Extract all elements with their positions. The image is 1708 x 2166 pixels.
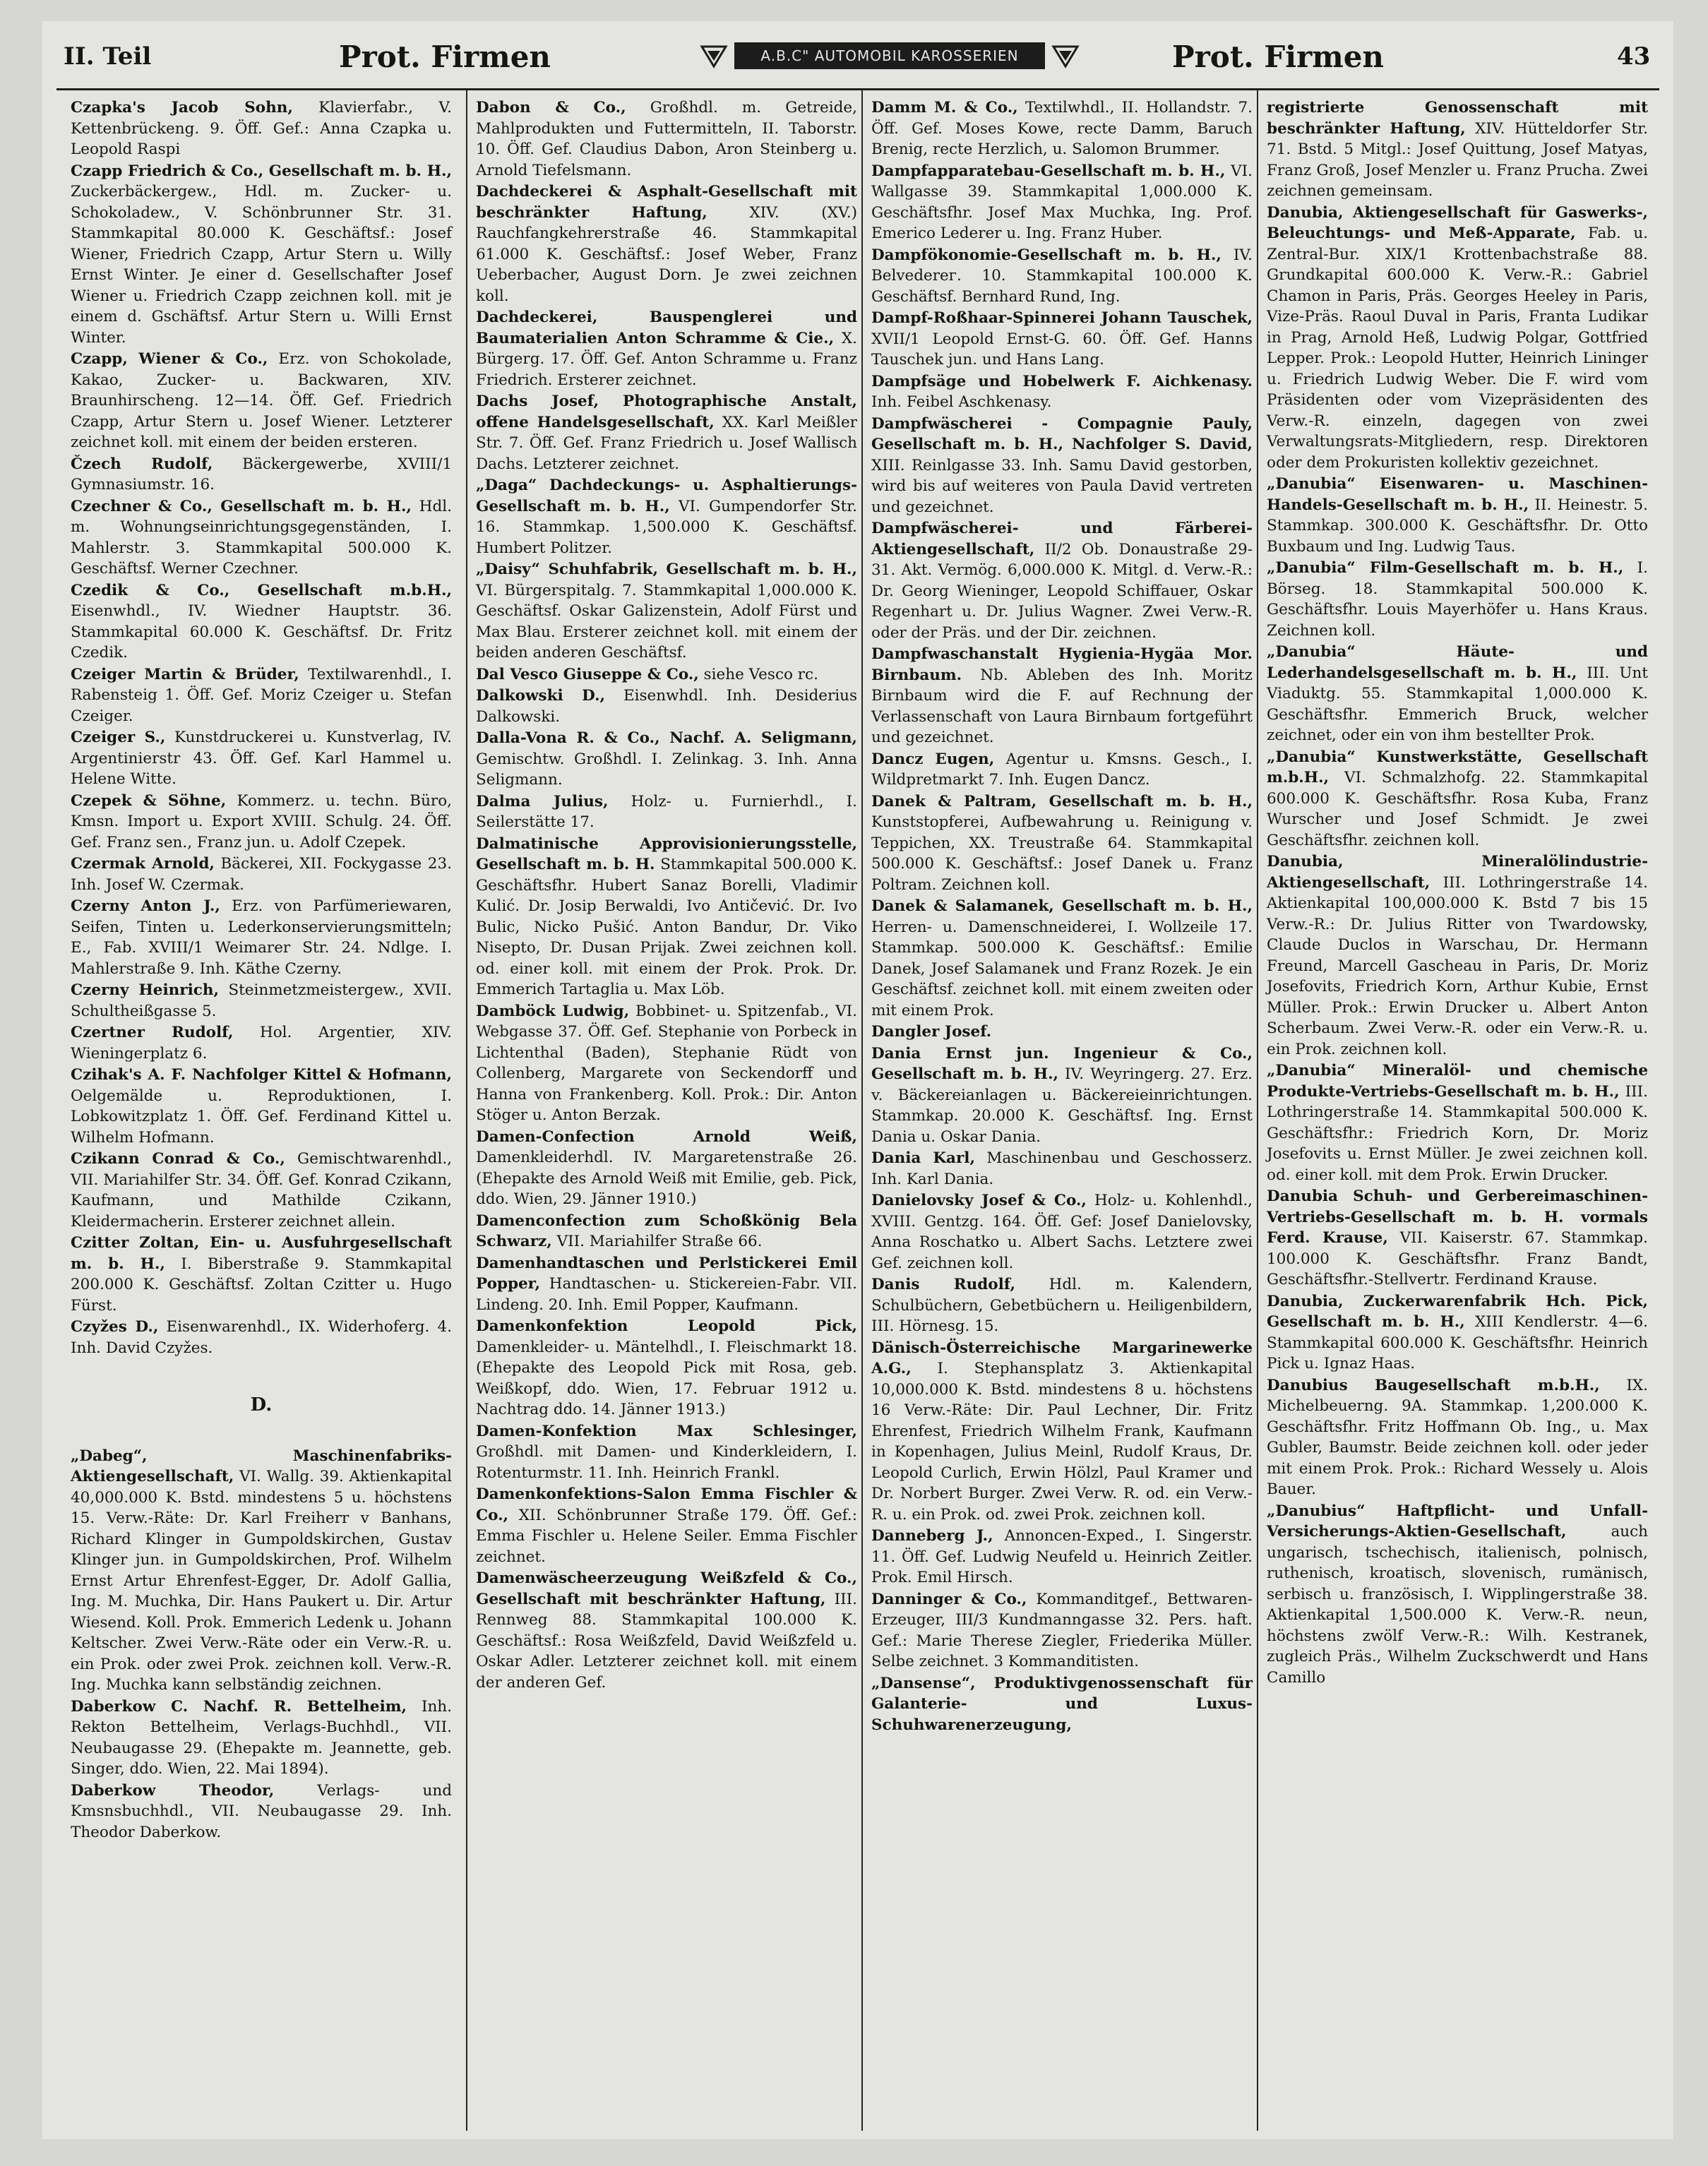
firm-details: Kunstdruckerei u. Kunstverlag, IV. Argentinierstr 43. Öff. Gef. Karl Hammel u. Helene Witte.	[71, 729, 452, 788]
directory-entry	[871, 749, 1253, 791]
firm-details: Damenkleiderhdl. IV. Margaretenstraße 26. (Ehepakte des Arnold Weiß mit Emilie, geb. Pick, ddo. Wien, 29. Jänner 1910.)	[476, 1149, 857, 1208]
firm-details: Inh. Feibel Aschkenasy.	[871, 393, 1052, 411]
firm-details: I. Börseg. 18. Stammkapital 500.000 K. Geschäftsfhr. Louis Mayerhöfer u. Hans Kraus. Zeichnen koll.	[1267, 559, 1648, 640]
firm-name: „Danubia“ Mineralöl- und chemische Produkte-Vertriebs-Gesellschaft m. b. H.,	[1267, 1062, 1648, 1101]
directory-entry	[71, 161, 452, 349]
firm-name: Danubia, Zuckerwarenfabrik Hch. Pick, Gesellschaft m. b. H.,	[1267, 1292, 1648, 1331]
directory-entry	[476, 97, 857, 181]
firm-details: XVII/1 Leopold Ernst-G. 60. Öff. Gef. Hanns Tauschek jun. und Hans Lang.	[871, 330, 1253, 369]
directory-entry	[871, 1673, 1253, 1736]
firm-name: Dampfökonomie-Gesellschaft m. b. H.,	[871, 246, 1222, 264]
directory-entry	[871, 1526, 1253, 1588]
directory-entry	[1267, 1291, 1648, 1375]
directory-entry	[71, 727, 452, 790]
directory-entry	[871, 97, 1253, 160]
firm-details: Holz- u. Furnierhdl., I. Seilerstätte 17.	[476, 792, 857, 831]
firm-name: Danubia, Mineralölindustrie-Aktiengesellschaft,	[1267, 853, 1648, 892]
directory-entry	[476, 307, 857, 390]
directory-entry	[871, 245, 1253, 308]
firm-details: VI. Schmalzhofg. 22. Stammkapital 600.000 K. Geschäftsfhr. Rosa Kuba, Franz Wurscher und Josef Schmidt. Je zwei Geschäftsfhr. zeichnen koll.	[1267, 769, 1648, 849]
firm-name: Czikann Conrad & Co.,	[71, 1150, 285, 1168]
firm-name: registrierte Genossenschaft mit beschränkter Haftung,	[1267, 99, 1648, 138]
firm-name: Dancz Eugen,	[871, 750, 995, 768]
firm-details: VI. Wallgasse 39. Stammkapital 1,000.000 K. Geschäftsfhr. Josef Max Muchka, Ing. Prof. Emerico Lederer u. Ing. Franz Huber.	[871, 162, 1253, 242]
directory-entry	[71, 1697, 452, 1780]
directory-entry	[476, 1484, 857, 1567]
banner-text: A.B.C" AUTOMOBIL KAROSSERIEN	[734, 42, 1045, 69]
firm-details: Inh. Rekton Bettelheim, Verlags-Buchhdl., VII. Neubaugasse 29. (Ehepakte m. Jeannette, geb. Singer, ddo. Wien, 22. Mai 1894).	[71, 1697, 452, 1778]
page-header	[42, 34, 1673, 83]
directory-entry	[871, 1043, 1253, 1148]
firm-details: VI. Wallg. 39. Aktienkapital 40,000.000 K. Bstd. mindestens 5 u. höchstens 15. Verw.-Räte: Dr. Karl Freiherr v Banhans, Richard Klinger in Gumpoldskirchen, Gustav Klinger jun. in Gumpoldskirchen, Prof. Wilhelm Ernst Artur Ehrenfest-Egger, Dr. Adolf Gallia, Ing. M. Muchka, Dir. Hans Paukert u. Dir. Artur Wiesend. Koll. Prok. Emmerich Ledenk u. Johann Keltscher. Zwei Verw.-Räte oder ein Verw.-R. u. ein Prok. oder zwei Prok. zeichnen koll. Verw.-R. Ing. Muchka kann selbständig zeichnen.	[71, 1468, 452, 1694]
firm-name: „Danubia“ Kunstwerkstätte, Gesellschaft m.b.H.,	[1267, 748, 1648, 786]
firm-name: Danneberg J.,	[871, 1527, 993, 1545]
firm-name: Dampfwaschanstalt Hygienia-Hygäa Mor. Birnbaum.	[871, 645, 1253, 684]
firm-details: Erz. von Schokolade, Kakao, Zucker- u. Backwaren, XIV. Braunhirscheng. 12—14. Öff. Gef. Friedrich Czapp, Artur Stern u. Josef Wiener. Letzterer zeichnet koll. mit einem der beiden ersteren.	[71, 350, 452, 451]
directory-entry	[871, 1274, 1253, 1337]
firm-details: Maschinenbau und Geschosserz. Inh. Karl Dania.	[871, 1149, 1253, 1188]
car-emblem-icon	[699, 41, 729, 71]
firm-name: Dänisch-Österreichische Margarinewerke A.G.,	[871, 1339, 1253, 1377]
firm-details: Textilwarenhdl., I. Rabensteig 1. Öff. Gef. Moriz Czeiger u. Stefan Czeiger.	[71, 665, 452, 725]
firm-details: XX. Karl Meißler Str. 7. Öff. Gef. Franz Friedrich u. Josef Wallisch Dachs. Letzterer zeichnet.	[476, 413, 857, 473]
firm-details: II/2 Ob. Donaustraße 29-31. Akt. Vermög. 6,000.000 K. Mitgl. d. Verw.-R.: Dr. Georg Wieninger, Leopold Schiffauer, Oskar Regenhart u. Dr. Julius Wagner. Zwei Verw.-R. oder der Präs. und der Dir. zeichnen.	[871, 540, 1253, 642]
firm-details: Kommerz. u. techn. Büro, Kmsn. Import u. Export XVIII. Schulg. 24. Öff. Gef. Franz sen., Franz jun. u. Adolf Czepek.	[71, 791, 452, 851]
directory-entry	[1267, 1060, 1648, 1185]
firm-name: Dalla-Vona R. & Co., Nachf. A. Seligmann,	[476, 729, 857, 747]
firm-name: Dalma Julius,	[476, 792, 609, 810]
directory-entry	[71, 1446, 452, 1696]
firm-details: Oelgemälde u. Reproduktionen, I. Lobkowitzplatz 1. Öff. Gef. Ferdinand Kittel u. Wilhelm Hofmann.	[71, 1087, 452, 1147]
firm-name: Dal Vesco Giuseppe & Co.,	[476, 665, 699, 683]
firm-details: Bobbinet- u. Spitzenfab., VI. Webgasse 37. Öff. Gef. Stephanie von Porbeck in Lichtenthal (Baden), Stephanie Rüdt von Collenberg, Margarete von Seckendorff und Hanna von Frankenberg. Koll. Prok.: Dir. Anton Stöger u. Anton Berzak.	[476, 1002, 857, 1124]
firm-details: Annoncen-Exped., I. Singerstr. 11. Öff. Gef. Ludwig Neufeld u. Heinrich Zeitler. Prok. Emil Hirsch.	[871, 1527, 1253, 1586]
firm-name: Czerny Anton J.,	[71, 897, 220, 915]
firm-details: Herren- u. Damenschneiderei, I. Wollzeile 17. Stammkap. 500.000 K. Geschäftsf.: Emilie Danek, Josef Salamanek und Franz Rozek. Je ein Geschäftsf. zeichnet koll. mit einem zweiten oder mit einem Prok.	[871, 918, 1253, 1019]
directory-entry	[476, 728, 857, 791]
directory-entry	[1267, 642, 1648, 746]
text-column-3	[871, 97, 1253, 1736]
firm-details: Großhdl. m. Getreide, Mahlprodukten und Futtermitteln, II. Taborstr. 10. Öff. Gef. Claudius Dabon, Aron Steinberg u. Arnold Tiefelsmann.	[476, 99, 857, 179]
firm-details: VII. Kaiserstr. 67. Stammkap. 100.000 K. Geschäftsfhr. Franz Bandt, Geschäftsfhr.-Stellvertr. Ferdinand Krause.	[1267, 1229, 1648, 1288]
firm-name: Dampfwäscherei - Compagnie Pauly, Gesellschaft m. b. H., Nachfolger S. David,	[871, 414, 1253, 453]
directory-entry	[476, 1001, 857, 1126]
directory-entry	[71, 1233, 452, 1316]
directory-entry	[476, 475, 857, 558]
directory-entry	[476, 1421, 857, 1484]
firm-name: Czapp, Wiener & Co.,	[71, 350, 268, 368]
directory-entry	[476, 1211, 857, 1252]
firm-name: Danubia Schuh- und Gerbereimaschinen-Vertriebs-Gesellschaft m. b. H. vormals Ferd. Krause,	[1267, 1187, 1648, 1247]
directory-entry	[871, 518, 1253, 643]
directory-entry	[871, 1148, 1253, 1190]
firm-name: „Daisy“ Schuhfabrik, Gesellschaft m. b. H.,	[476, 561, 857, 578]
firm-name: „Daga“ Dachdeckungs- u. Asphaltierungs-Gesellschaft m. b. H.,	[476, 477, 857, 515]
directory-page	[42, 21, 1673, 2139]
firm-details: VII. Mariahilfer Straße 66.	[556, 1233, 763, 1250]
firm-details: Hdl. m. Wohnungseinrichtungsgegenständen, I. Mahlerstr. 3. Stammkapital 500.000 K. Geschäftsf. Werner Czechner.	[71, 497, 452, 578]
running-title-right: Prot. Firmen	[1172, 40, 1384, 74]
firm-details: Stammkapital 500.000 K. Geschäftsfhr. Hubert Sanaz Borelli, Vladimir Kulić. Dr. Josip Berwaldi, Ivo Antičević. Dr. Ivo Bulic, Nicko Pušić. Anton Bandur, Dr. Viko Nisepto, Dr. Dusan Prijak. Zwei zeichnen koll. od. einer koll. mit einem der Prok. Prok. Dr. Emmerich Tartaglia u. Max Löb.	[476, 856, 857, 998]
directory-entry	[871, 1589, 1253, 1673]
directory-entry	[1267, 1186, 1648, 1291]
firm-details: Nb. Ableben des Inh. Moritz Birnbaum wird die F. auf Rechnung der Verlassenschaft von Laura Birnbaum fortgeführt und gezeichnet.	[871, 666, 1253, 746]
firm-details: Kommanditgef., Bettwaren-Erzeuger, III/3 Kundmanngasse 32. Pers. haft. Gef.: Marie Therese Ziegler, Friederika Müller. Selbe zeichnet. 3 Kommanditisten.	[871, 1590, 1253, 1670]
firm-details: I. Stephansplatz 3. Aktienkapital 10,000.000 K. Bstd. mindestens 8 u. höchstens 16 Verw.-Räte: Dir. Paul Lechner, Dir. Fritz Ehrenfest, Friedrich Wilhelm Frank, Kaufmann in Kopenhagen, Julius Meinl, Rudolf Kraus, Dr. Leopold Curlich, Erwin Hölzl, Paul Kramer und Dr. Norbert Burger. Zwei Verw. R. od. ein Verw.-R. u. ein Prok. od. zwei Prok. zeichnen koll.	[871, 1360, 1253, 1524]
firm-name: Danninger & Co.,	[871, 1590, 1027, 1608]
text-column-1	[71, 97, 452, 1843]
firm-details: Holz- u. Kohlenhdl., XVIII. Gentzg. 164. Öff. Gef: Josef Danielovsky, Anna Roschatko u. Albert Sachs. Letztere zwei Gef. zeichnen koll.	[871, 1192, 1253, 1272]
directory-entry	[71, 580, 452, 664]
directory-entry	[476, 1568, 857, 1693]
directory-entry	[71, 1022, 452, 1064]
firm-name: Dania Ernst jun. Ingenieur & Co., Gesellschaft m. b. H.,	[871, 1044, 1253, 1083]
firm-details: XII. Schönbrunner Straße 179. Öff. Gef.: Emma Fischler u. Helene Seiler. Emma Fischler zeichnet.	[476, 1506, 857, 1566]
directory-entry	[871, 414, 1253, 518]
firm-name: Damenconfection zum Schoßkönig Bela Schwarz,	[476, 1211, 857, 1250]
firm-details: XIV. (XV.) Rauchfangkehrerstraße 46. Stammkapital 61.000 K. Geschäftsf.: Josef Weber, Franz Ueberbacher, August Dorn. Je zwei zeichnen koll.	[476, 203, 857, 305]
firm-name: Czyžes D.,	[71, 1318, 159, 1336]
firm-details: Hol. Argentier, XIV. Wieningerplatz 6.	[71, 1024, 452, 1063]
directory-entry	[476, 664, 857, 686]
directory-entry	[476, 559, 857, 664]
firm-details: IX. Michelbeuerng. 9A. Stammkap. 1,200.000 K. Geschäftsfhr. Fritz Hoffmann Ob. Ing., u. Max Gubler, Baumstr. Beide zeichnen koll. oder jeder mit einem Prok. Prok.: Richard Wessely u. Alois Bauer.	[1267, 1376, 1648, 1498]
directory-entry	[871, 644, 1253, 748]
firm-name: Dachdeckerei & Asphalt-Gesellschaft mit beschränkter Haftung,	[476, 183, 857, 222]
directory-entry	[871, 308, 1253, 371]
firm-name: Danubia, Aktiengesellschaft für Gaswerks-, Beleuchtungs- und Meß-Apparate,	[1267, 203, 1648, 242]
directory-entry	[1267, 1375, 1648, 1500]
firm-name: „Danubia“ Häute- und Lederhandelsgesellschaft m. b. H.,	[1267, 643, 1648, 682]
firm-name: Dangler Josef.	[871, 1023, 992, 1041]
firm-name: Čzech Rudolf,	[71, 455, 213, 473]
firm-name: Czitter Zoltan, Ein- u. Ausfuhrgesellschaft m. b. H.,	[71, 1234, 452, 1273]
firm-details: Fab. u. Zentral-Bur. XIX/1 Krottenbachstraße 88. Grundkapital 600.000 K. Verw.-R.: Gabriel Chamon in Paris, Präs. Georges Heeley in Paris, Vize-Präs. Raoul Duval in Paris, Franta Ludikar in Prag, Arnold Heß, Ludwig Polgar, Gottfried Lepper. Prok.: Leopold Hutter, Heinrich Lininger u. Friedrich Ludwig Weber. Die F. wird vom Präsidenten oder vom Vizepräsidenten des Verw.-R. einzeln, dagegen von zwei Verwaltungsrats-Mitgliedern, resp. Direktoren oder dem Prokuristen kollektiv gezeichnet.	[1267, 225, 1649, 472]
firm-name: Dampfsäge und Hobelwerk F. Aichkenasy.	[871, 372, 1253, 390]
directory-entry	[1267, 1501, 1648, 1689]
page-number: 43	[1617, 42, 1651, 71]
firm-name: Czermak Arnold,	[71, 855, 215, 873]
directory-entry	[476, 1316, 857, 1420]
directory-entry	[71, 854, 452, 895]
firm-details: III. Lothringerstraße 14. Stammkapital 500.000 K. Geschäftsfhr.: Friedrich Korn, Dr. Moriz Josefovits u. Ernst Müller. Je zwei zeichnen koll. od. einer koll. mit dem Prok. Erwin Drucker.	[1267, 1082, 1648, 1184]
firm-details: VI. Gumpendorfer Str. 16. Stammkap. 1,500.000 K. Geschäftsf. Humbert Politzer.	[476, 497, 858, 557]
firm-name: „Danubia“ Eisenwaren- u. Maschinen-Handels-Gesellschaft m. b. H.,	[1267, 475, 1648, 514]
firm-name: Damenkonfektion Leopold Pick,	[476, 1317, 857, 1335]
directory-entry	[71, 496, 452, 580]
directory-entry	[1267, 474, 1648, 557]
directory-entry	[871, 1022, 1253, 1043]
firm-details: I. Biberstraße 9. Stammkapital 200.000 K. Geschäftsf. Zoltan Czitter u. Hugo Fürst.	[71, 1255, 452, 1315]
firm-name: Czechner & Co., Gesellschaft m. b. H.,	[71, 497, 412, 515]
directory-entry	[71, 1065, 452, 1148]
firm-details: III. Lothringerstraße 14. Aktienkapital 100,000.000 K. Bstd 7 bis 15 Verw.-R.: Dr. Julius Ritter von Twardowsky, Claude Duclos in Warschau, Dr. Hermann Freund, Marcell Gascheau in Paris, Dr. Moriz Josefovits, Friedrich Korn, Arthur Kubie, Ernst Müller. Prok.: Erwin Drucker u. Albert Anton Scherbaum. Zwei Verw.-R. oder ein Verw.-R. u. ein Prok. zeichnen koll.	[1267, 873, 1648, 1058]
directory-entry	[1267, 558, 1648, 641]
firm-name: Czertner Rudolf,	[71, 1024, 234, 1041]
firm-name: Czihak's A. F. Nachfolger Kittel & Hofmann,	[71, 1066, 452, 1084]
firm-name: Czedik & Co., Gesellschaft m.b.H.,	[71, 581, 452, 599]
advertisement-banner	[699, 40, 1080, 72]
firm-name: Czapp Friedrich & Co., Gesellschaft m. b. H.,	[71, 162, 452, 180]
directory-entry	[476, 181, 857, 306]
firm-details: Erz. von Parfümeriewaren, Seifen, Tinten u. Lederkonservierungsmitteln; E., Fab. XVIII/1 Weimarer Str. 24. Ndlge. I. Mahlerstraße 9. Inh. Käthe Czerny.	[71, 897, 452, 978]
directory-entry	[71, 349, 452, 453]
firm-details: Eisenwhdl. Inh. Desiderius Dalkowski.	[476, 687, 858, 726]
directory-entry	[871, 371, 1253, 413]
firm-details: XIV. Hütteldorfer Str. 71. Bstd. 5 Mitgl.: Josef Quittung, Josef Matyas, Franz Groß, Josef Menzler u. Franz Prucha. Zwei zeichnen gemeinsam.	[1267, 119, 1648, 200]
firm-name: Dabon & Co.,	[476, 99, 626, 116]
text-column-4	[1267, 97, 1648, 1689]
section-letter: D.	[250, 1394, 273, 1416]
firm-name: Danielovsky Josef & Co.,	[871, 1192, 1087, 1209]
directory-entry	[871, 791, 1253, 896]
firm-name: Daberkow Theodor,	[71, 1781, 275, 1800]
firm-details: Klavierfabr., V. Kettenbrückeng. 9. Öff. Gef.: Anna Czapka u. Leopold Raspi	[71, 99, 453, 158]
firm-name: Danubius Baugesellschaft m.b.H.,	[1267, 1376, 1600, 1394]
firm-name: Danis Rudolf,	[871, 1276, 1016, 1293]
firm-name: Damen-Konfektion Max Schlesinger,	[476, 1422, 857, 1440]
firm-details: Textilwhdl., II. Hollandstr. 7. Öff. Gef. Moses Kowe, recte Damm, Baruch Brenig, recte Herzlich, u. Salomon Brummer.	[871, 99, 1253, 158]
firm-name: Dalkowski D.,	[476, 687, 606, 705]
directory-entry	[71, 97, 452, 160]
text-column-2	[476, 97, 857, 1694]
firm-details: Großhdl. mit Damen- und Kinderkleidern, I. Rotenturmstr. 11. Inh. Heinrich Frankl.	[476, 1443, 857, 1482]
firm-details: III. Rennweg 88. Stammkapital 100.000 K. Geschäftsf.: Rosa Weißzfeld, David Weißzfeld u. Oskar Adler. Letzterer zeichnet koll. mit einem der anderen Gef.	[476, 1590, 857, 1692]
firm-name: Czepek & Söhne,	[71, 791, 227, 810]
directory-entry	[871, 896, 1253, 1021]
directory-entry	[71, 1781, 452, 1843]
firm-name: „Danubius“ Haftpflicht- und Unfall-Versicherungs-Aktien-Gesellschaft,	[1267, 1502, 1648, 1540]
firm-details: IV. Weyringerg. 27. Erz. v. Bäckereianlagen u. Bäckereieinrichtungen. Stammkap. 20.000 K. Geschäftsf. Ing. Ernst Dania u. Oskar Dania.	[871, 1065, 1253, 1146]
directory-entry	[476, 686, 857, 727]
firm-name: Danek & Paltram, Gesellschaft m. b. H.,	[871, 792, 1253, 810]
firm-details: VI. Bürgerspitalg. 7. Stammkapital 1,000.000 K. Geschäftsf. Oskar Galizenstein, Adolf Fürst und Max Blau. Ersterer zeichnet koll. mit einem der beiden anderen Geschäftsf.	[476, 581, 857, 662]
firm-details: X. Bürgerg. 17. Öff. Gef. Anton Schramme u. Franz Friedrich. Ersterer zeichnet.	[476, 329, 857, 389]
firm-details: Hdl. m. Kalendern, Schulbüchern, Gebetbüchern u. Heiligenbildern, III. Hörnesg. 15.	[871, 1276, 1253, 1335]
directory-entry	[871, 161, 1253, 244]
firm-name: Dania Karl,	[871, 1149, 975, 1167]
firm-name: „Danubia“ Film-Gesellschaft m. b. H.,	[1267, 559, 1624, 577]
directory-entry	[71, 980, 452, 1022]
directory-entry	[476, 791, 857, 833]
firm-details: Eisenwhdl., IV. Wiedner Hauptstr. 36. Stammkapital 60.000 K. Geschäftsf. Dr. Fritz Czedik.	[71, 602, 452, 662]
firm-name: Czapka's Jacob Sohn,	[71, 99, 293, 116]
directory-entry	[1267, 851, 1648, 1060]
directory-entry	[871, 1338, 1253, 1526]
directory-entry	[71, 1317, 452, 1358]
firm-details: III. Unt Viaduktg. 55. Stammkapital 1,000.000 K. Geschäftsfhr. Emmerich Bruck, welcher zeichnet, oder ein von ihm bestellter Prok.	[1267, 664, 1648, 744]
firm-name: Dachdeckerei, Bauspenglerei und Baumaterialien Anton Schramme & Cie.,	[476, 309, 857, 347]
directory-entry	[476, 391, 857, 474]
firm-details: Bäckerei, XII. Fockygasse 23. Inh. Josef W. Czermak.	[71, 855, 452, 894]
firm-details: Eisenwarenhdl., IX. Widerhoferg. 4. Inh. David Czyžes.	[71, 1318, 452, 1357]
firm-name: Dampf-Roßhaar-Spinnerei Johann Tauschek,	[871, 309, 1253, 327]
firm-name: Czeiger S.,	[71, 729, 166, 746]
directory-entry	[1267, 203, 1648, 474]
firm-details: Gemischtwarenhdl., VII. Mariahilfer Str. 34. Öff. Gef. Konrad Czikann, Kaufmann, und Mathilde Czikann, Kleidermacherin. Ersterer zeichnet allein.	[71, 1150, 452, 1231]
firm-name: Dampfapparatebau-Gesellschaft m. b. H.,	[871, 162, 1226, 180]
firm-name: Dachs Josef, Photographische Anstalt, offene Handelsgesellschaft,	[476, 393, 857, 431]
firm-name: Damböck Ludwig,	[476, 1002, 630, 1020]
firm-name: Damenwäscheerzeugung Weißzfeld & Co., Gesellschaft mit beschränkter Haftung,	[476, 1569, 857, 1608]
firm-details: Zuckerbäckergew., Hdl. m. Zucker- u. Schokoladew., V. Schönbrunner Str. 31. Stammkapital 80.000 K. Geschäftsf.: Josef Wiener, Friedrich Czapp, Artur Stern u. Willy Ernst Winter. Je einer d. Gesellschafter Josef Wiener u. Friedrich Czapp zeichnen koll. mit je einem d. Gschäftsf. Artur Stern u. Willi Ernst Winter.	[71, 183, 452, 347]
directory-entry	[71, 791, 452, 854]
firm-name: Daberkow C. Nachf. R. Bettelheim,	[71, 1697, 407, 1716]
firm-details: Gemischtw. Großhdl. I. Zelinkag. 3. Inh. Anna Seligmann.	[476, 750, 857, 789]
car-emblem-icon	[1051, 41, 1080, 71]
firm-details: Handtaschen- u. Stickereien-Fabr. VII. Lindeng. 20. Inh. Emil Popper, Kaufmann.	[476, 1275, 857, 1314]
firm-details: Verlags- und Kmsnsbuchhdl., VII. Neubaugasse 29. Inh. Theodor Daberkow.	[71, 1781, 452, 1841]
firm-details: Agentur u. Kmsns. Gesch., I. Wildpretmarkt 7. Inh. Eugen Dancz.	[871, 750, 1253, 789]
firm-name: Damen-Confection Arnold Weiß,	[476, 1127, 857, 1146]
column-divider	[1257, 90, 1258, 2131]
column-divider	[861, 90, 863, 2131]
firm-details: Kunststopferei, Aufbewahrung u. Reinigung v. Teppichen, XX. Treustraße 64. Stammkapital 500.000 K. Geschäftsf.: Josef Danek u. Franz Poltram. Zeichnen koll.	[871, 813, 1253, 894]
directory-entry	[476, 834, 857, 1000]
header-rule	[56, 88, 1659, 90]
firm-name: Damm M. & Co.,	[871, 99, 1018, 116]
firm-details: IV. Belvederег. 10. Stammkapital 100.000 K. Geschäftsf. Bernhard Rund, Ing.	[871, 246, 1253, 306]
column-divider	[466, 90, 467, 2131]
directory-entry	[1267, 747, 1648, 851]
directory-entry	[476, 1253, 857, 1316]
directory-entry	[71, 454, 452, 496]
running-title-left: Prot. Firmen	[339, 40, 551, 74]
firm-details: Damenkleider- u. Mäntelhdl., I. Fleischmarkt 18. (Ehepakte des Leopold Pick mit Rosa, geb. Weißkopf, ddo. Wien, 17. Februar 1912 u. Nachtrag ddo. 14. Jänner 1913.)	[476, 1338, 857, 1418]
firm-name: Czerny Heinrich,	[71, 981, 219, 999]
firm-details: auch ungarisch, tschechisch, italienisch, polnisch, ruthenisch, kroatisch, slovenisch, rumänisch, serbisch u. französisch, I. Wipplingerstraße 38. Aktienkapital 1,500.000 K. Verw.-R. neun, höchstens zwölf Verw.-R.: Wilh. Kestranek, zugleich Präs., Wilhelm Zuckschwerdt und Hans Camillo	[1267, 1523, 1648, 1687]
firm-details: II. Heinestr. 5. Stammkap. 300.000 K. Geschäftsfhr. Dr. Otto Buxbaum und Ing. Ludwig Taus.	[1267, 496, 1648, 556]
directory-entry	[71, 896, 452, 979]
firm-name: Danek & Salamanek, Gesellschaft m. b. H.,	[871, 897, 1253, 915]
directory-entry	[71, 664, 452, 727]
directory-entry	[871, 1190, 1253, 1274]
firm-name: „Dabeg“, Maschinenfabriks-Aktiengesellschaft,	[71, 1447, 452, 1485]
firm-details: XIII Kendlerstr. 4—6. Stammkapital 600.000 K. Geschäftsfhr. Heinrich Pick u. Ignaz Haas.	[1267, 1313, 1648, 1372]
firm-details: Bäckergewerbe, XVIII/1 Gymnasiumstr. 16.	[71, 455, 452, 493]
directory-entry	[71, 1149, 452, 1232]
firm-name: Dalmatinische Approvisionierungsstelle, Gesellschaft m. b. H.	[476, 834, 857, 873]
directory-entry	[1267, 97, 1648, 202]
firm-details: XIII. Reinlgasse 33. Inh. Samu David gestorben, wird bis auf weiteres von Paula David vertreten und gezeichnet.	[871, 456, 1253, 516]
firm-name: Czeiger Martin & Brüder,	[71, 665, 299, 683]
firm-name: Dampfwäscherei- und Färberei-Aktiengesellschaft,	[871, 520, 1253, 558]
firm-details: siehe Vesco rc.	[703, 665, 818, 683]
part-label: II. Teil	[64, 42, 152, 71]
firm-name: „Dansense“, Produktivgenossenschaft für Galanterie- und Luxus-Schuhwarenerzeugung,	[871, 1674, 1253, 1734]
directory-entry	[476, 1127, 857, 1210]
firm-details: Steinmetzmeistergew., XVII. Schultheißgasse 5.	[71, 981, 452, 1020]
firm-name: Damenhandtaschen und Perlstickerei Emil Popper,	[476, 1254, 857, 1293]
firm-name: Damenkonfektions-Salon Emma Fischler & Co.,	[476, 1485, 857, 1524]
